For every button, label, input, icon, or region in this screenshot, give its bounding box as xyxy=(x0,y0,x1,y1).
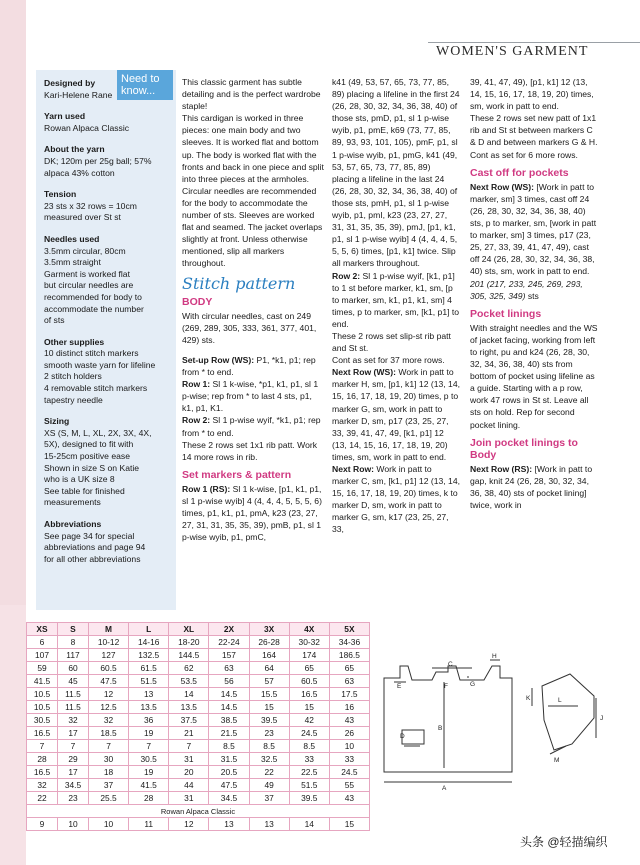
table-row xyxy=(27,688,370,701)
diagram-label: G xyxy=(470,681,476,688)
table-cell: 28 xyxy=(27,753,58,766)
sleeve-outline xyxy=(542,674,594,750)
diagram-label: B xyxy=(438,725,443,732)
table-cell: 20.5 xyxy=(209,766,249,779)
sidebar-block-tension xyxy=(44,189,168,224)
table-cell: 18 xyxy=(88,766,128,779)
sidebar-line: abbreviations and page 94 xyxy=(44,542,146,553)
column-header: 2X xyxy=(209,623,249,636)
sidebar-line: for all other abbreviations xyxy=(44,553,141,564)
table-cell: 13.5 xyxy=(169,701,209,714)
continue-text: Cont as set for 6 more rows. xyxy=(470,149,578,160)
table-cell: 26-28 xyxy=(249,636,289,649)
table-cell: 15.5 xyxy=(249,688,289,701)
table-cell: 117 xyxy=(57,649,88,662)
sidebar-line: Garment is worked flat xyxy=(44,268,130,279)
table-cell: 38.5 xyxy=(209,714,249,727)
table-cell: 44 xyxy=(169,779,209,792)
sidebar-heading: Tension xyxy=(44,189,77,200)
table-cell: 31 xyxy=(169,792,209,805)
dimension-line xyxy=(550,746,566,754)
row-text: [Work in patt to gap, knit 24 (26, 28, 30, 32, 34, 36, 38, 40) sts of pocket lining] twice, work in xyxy=(470,463,593,511)
table-row xyxy=(27,662,370,675)
diagram-label: F xyxy=(444,683,448,690)
table-cell: 164 xyxy=(249,649,289,662)
table-cell: 65 xyxy=(289,662,329,675)
section-heading-set-markers: Set markers & pattern xyxy=(182,468,292,481)
table-cell: 34.5 xyxy=(209,792,249,805)
sidebar-line: 23 sts x 32 rows = 10cm xyxy=(44,200,137,211)
table-cell: 33 xyxy=(289,753,329,766)
table-cell: 39.5 xyxy=(289,792,329,805)
table-row xyxy=(27,766,370,779)
text-column-1 xyxy=(182,76,324,543)
table-row xyxy=(27,675,370,688)
table-cell: 14 xyxy=(169,688,209,701)
diagram-label: E xyxy=(397,683,402,690)
rib-text: These 2 rows set 1x1 rib patt. Work 14 more rows in rib. xyxy=(182,439,318,462)
diagram-label: M xyxy=(554,757,560,764)
sidebar-block-about-yarn xyxy=(44,144,168,179)
table-cell: 32 xyxy=(88,714,128,727)
section-heading-body: BODY xyxy=(182,295,213,308)
table-cell: 24.5 xyxy=(289,727,329,740)
table-cell: 57 xyxy=(249,675,289,688)
table-cell: 49 xyxy=(249,779,289,792)
sidebar-line: See table for finished xyxy=(44,485,125,496)
table-cell: 29 xyxy=(57,753,88,766)
row-label: Next Row (RS): xyxy=(470,463,533,474)
table-cell: 20 xyxy=(169,766,209,779)
sidebar-line: measurements xyxy=(44,497,101,508)
table-cell: 9 xyxy=(27,818,58,831)
table-cell: 16.5 xyxy=(27,727,58,740)
table-cell: 16.5 xyxy=(27,766,58,779)
table-cell: 22 xyxy=(249,766,289,779)
intro-paragraph: This classic garment has subtle detailing and is the perfect wardrobe staple! xyxy=(182,77,321,112)
table-cell: 59 xyxy=(27,662,58,675)
table-cell: 65 xyxy=(329,662,369,675)
sidebar-line: who is a UK size 8 xyxy=(44,474,115,485)
sidebar-line: 15-25cm positive ease xyxy=(44,451,130,462)
table-cell: 22 xyxy=(27,792,58,805)
sidebar-heading: Abbreviations xyxy=(44,519,102,529)
table-cell: 60.5 xyxy=(289,675,329,688)
stitch-unit: sts xyxy=(525,290,539,301)
sidebar-line: 10 distinct stitch markers xyxy=(44,348,139,359)
sidebar-line: 3.5mm circular, 80cm xyxy=(44,245,126,256)
table-cell: 18-20 xyxy=(169,636,209,649)
sidebar-block-abbreviations xyxy=(44,519,168,565)
table-cell: 31.5 xyxy=(209,753,249,766)
table-cell: 22-24 xyxy=(209,636,249,649)
need-to-know-sidebar xyxy=(36,70,176,610)
column-header: 3X xyxy=(249,623,289,636)
table-row xyxy=(27,727,370,740)
join-row xyxy=(470,463,600,511)
table-cell: 34.5 xyxy=(57,779,88,792)
sidebar-line: DK; 120m per 25g ball; 57% xyxy=(44,155,152,166)
sidebar-heading: Designed by xyxy=(44,78,96,88)
diagram-label: K xyxy=(526,695,531,702)
sidebar-line: See page 34 for special xyxy=(44,530,135,541)
next-row-ws xyxy=(332,366,460,463)
row-text: Sl 1 k-wise, [p1, k1, p1, sl 1 p-wise wyib] 4 (4, 4, 4, 5, 5, 5, 6) times, p1, k1, p1, pmA, k23 (23, 27, 27, 31, 31, 35, 35, 39), pmB, p1, sl 1 p-wise wyib, p1, pmC, xyxy=(182,483,322,543)
row-2 xyxy=(182,414,324,438)
table-row xyxy=(27,753,370,766)
table-cell: 18.5 xyxy=(88,727,128,740)
table-cell: 15 xyxy=(329,818,369,831)
column-header: 5X xyxy=(329,623,369,636)
table-cell: 61.5 xyxy=(129,662,169,675)
page-margin-stripe-bottom xyxy=(0,605,26,865)
table-cell: 8.5 xyxy=(249,740,289,753)
row-label: Next Row: xyxy=(332,464,375,474)
sidebar-heading: Needles used xyxy=(44,233,100,244)
sidebar-line: 2 stitch holders xyxy=(44,371,102,382)
continued-row-text: 39, 41, 47, 49), [p1, k1] 12 (13, 14, 15, 16, 17, 18, 19, 20) times, sm, work in patt to end. xyxy=(470,77,594,112)
row-label: Row 1: xyxy=(182,379,211,390)
diagram-label: L xyxy=(558,697,562,704)
cast-off-row xyxy=(470,181,600,302)
header-rule xyxy=(428,42,640,43)
table-row xyxy=(27,649,370,662)
sidebar-heading: About the yarn xyxy=(44,144,105,155)
table-cell: 10 xyxy=(57,818,88,831)
need-to-know-badge: Need to know... xyxy=(117,70,173,100)
row-text: P1, *k1, p1; rep from * to end. xyxy=(182,354,316,378)
row-text: Work in patt to marker C, sm, [k1, p1] 12 (13, 14, 15, 16, 17, 18, 19, 20) times, k to marker D, sm, work in patt to marker G, sm, k17 (23, 25, 27, 33, xyxy=(332,464,460,535)
table-cell: 7 xyxy=(57,740,88,753)
table-cell: 132.5 xyxy=(129,649,169,662)
row-label: Next Row (WS): xyxy=(332,367,396,378)
table-cell: 23 xyxy=(249,727,289,740)
row-text: [Work in patt to marker, sm] 3 times, cast off 24 (26, 28, 30, 32, 34, 36, 38, 40) sts, p to marker, sm, [work in patt to marker, sm] 3 times, p17 (23, 25, 27, 33, 39, 41, 47, 49), cast off 24 (26, 28, 30, 32, 34, 36, 38, 40) sts, sm, work in patt to end. xyxy=(470,181,597,277)
table-cell: 26 xyxy=(329,727,369,740)
table-cell: 10.5 xyxy=(27,688,58,701)
column-header: XL xyxy=(169,623,209,636)
table-cell: 21 xyxy=(169,727,209,740)
construction-paragraph: This cardigan is worked in three pieces: one main body and two sleeves. It is worked flat and bottom up. The body is worked flat with the fronts and back in one piece and split into three pieces at the armholes. Circular needles are recommended for the body to accommodate the number of sts. Sleeves are worked flat and seamed. The jacket overlaps slightly at front. Unless otherwise mentioned, slip all markers throughout. xyxy=(182,113,324,269)
table-cell: 13.5 xyxy=(129,701,169,714)
table-cell: 51.5 xyxy=(289,779,329,792)
table-cell: 37 xyxy=(249,792,289,805)
table-row xyxy=(27,714,370,727)
table-cell: 7 xyxy=(27,740,58,753)
row-1 xyxy=(182,378,324,414)
sidebar-line: alpaca 43% cotton xyxy=(44,167,115,178)
sidebar-line: XS (S, M, L, XL, 2X, 3X, 4X, xyxy=(44,427,152,438)
sidebar-block-supplies xyxy=(44,337,168,407)
table-cell: 31 xyxy=(169,753,209,766)
table-cell: 42 xyxy=(289,714,329,727)
sidebar-heading: Other supplies xyxy=(44,336,105,347)
table-cell: 10 xyxy=(329,740,369,753)
table-cell: 39.5 xyxy=(249,714,289,727)
table-cell: 15 xyxy=(289,701,329,714)
table-cell: 15 xyxy=(249,701,289,714)
body-cast-on-text: With circular needles, cast on 249 (269, 289, 305, 333, 361, 377, 401, 429) sts. xyxy=(182,310,317,345)
table-cell: 186.5 xyxy=(329,649,369,662)
stitch-pattern-title: Stitch pattern xyxy=(182,273,296,293)
table-cell: 33 xyxy=(329,753,369,766)
table-cell: 51.5 xyxy=(129,675,169,688)
table-row xyxy=(27,792,370,805)
sidebar-line: measured over St st xyxy=(44,212,121,223)
diagram-label: A xyxy=(442,785,447,792)
table-cell: 28 xyxy=(129,792,169,805)
table-cell: 11.5 xyxy=(57,701,88,714)
table-cell: 10.5 xyxy=(27,701,58,714)
table-cell: 22.5 xyxy=(289,766,329,779)
table-cell: 12 xyxy=(88,688,128,701)
section-heading-join-linings: Join pocket linings to Body xyxy=(470,436,578,461)
table-cell: 16.5 xyxy=(289,688,329,701)
text-column-3 xyxy=(470,76,600,511)
table-cell: 37 xyxy=(88,779,128,792)
table-cell: 47.5 xyxy=(209,779,249,792)
table-cell: 25.5 xyxy=(88,792,128,805)
row-1-rs xyxy=(182,483,324,543)
diagram-label: J xyxy=(600,715,604,722)
table-cell: 13 xyxy=(249,818,289,831)
table-row xyxy=(27,740,370,753)
sidebar-line: of sts xyxy=(44,315,65,326)
table-cell: 8 xyxy=(57,636,88,649)
table-cell: 32 xyxy=(57,714,88,727)
sidebar-line: Rowan Alpaca Classic xyxy=(44,122,130,133)
row-label: Row 2: xyxy=(182,415,211,426)
table-cell: 43 xyxy=(329,792,369,805)
row-label: Next Row (WS): xyxy=(470,181,534,192)
sidebar-line: accommodate the number xyxy=(44,303,144,314)
diagram-label: D xyxy=(400,733,405,740)
table-cell: 37.5 xyxy=(169,714,209,727)
table-cell: 12.5 xyxy=(88,701,128,714)
column-header: 4X xyxy=(289,623,329,636)
column-header: XS xyxy=(27,623,58,636)
page-margin-stripe xyxy=(0,0,26,865)
sidebar-line: smooth waste yarn for lifeline xyxy=(44,359,156,370)
table-cell: 43 xyxy=(329,714,369,727)
garment-schematic-diagram xyxy=(372,622,610,820)
table-cell: 17 xyxy=(57,766,88,779)
table-cell: 55 xyxy=(329,779,369,792)
pattern-note: These 2 rows set new patt of 1x1 rib and St st between markers C & D and between markers G & H. xyxy=(470,113,598,148)
sidebar-line: Shown in size S on Katie xyxy=(44,462,140,473)
footer-watermark: 头条 @轻描编织 xyxy=(520,835,608,849)
table-cell: 64 xyxy=(249,662,289,675)
table-cell: 53.5 xyxy=(169,675,209,688)
column-header: M xyxy=(88,623,128,636)
diagram-label: C xyxy=(448,661,453,668)
table-cell: 144.5 xyxy=(169,649,209,662)
page-header-title: WOMEN'S GARMENT xyxy=(436,44,589,59)
table-cell: 11 xyxy=(129,818,169,831)
table-cell: 13 xyxy=(209,818,249,831)
table-cell: 17 xyxy=(57,727,88,740)
sidebar-line: 4 removable stitch markers xyxy=(44,383,148,394)
sidebar-line: tapestry needle xyxy=(44,394,103,405)
text-column-2 xyxy=(332,76,460,536)
table-cell: 47.5 xyxy=(88,675,128,688)
table-cell: 8.5 xyxy=(289,740,329,753)
table-cell: 32 xyxy=(27,779,58,792)
table-cell: 17.5 xyxy=(329,688,369,701)
table-cell: 45 xyxy=(57,675,88,688)
table-cell: 30.5 xyxy=(129,753,169,766)
table-cell: 14 xyxy=(289,818,329,831)
table-cell: 12 xyxy=(169,818,209,831)
size-measurements-table xyxy=(26,622,370,831)
row-text: Sl 1 p-wise wyif, [k1, p1] to 1 st before marker, k1, sm, [p to marker, sm, k1, p1, k1, sm] 4 times, p to marker, sm, [k1, p1] to end. xyxy=(332,270,460,329)
sidebar-heading: Yarn used xyxy=(44,111,86,122)
table-row xyxy=(27,779,370,792)
next-row xyxy=(332,463,460,536)
row-label: Row 2: xyxy=(332,270,361,281)
sidebar-line: recommended for body to xyxy=(44,291,142,302)
table-cell: 8.5 xyxy=(209,740,249,753)
section-heading-cast-off: Cast off for pockets xyxy=(470,166,569,179)
table-cell: 19 xyxy=(129,727,169,740)
table-cell: 30-32 xyxy=(289,636,329,649)
continued-row-text: k41 (49, 53, 57, 65, 73, 77, 85, 89) placing a lifeline in the first 24 (26, 28, 30, 32, 34, 36, 38, 40) of those sts, pmD, p1, sl 1 p-wise wyib, p1, pmE, k69 (73, 77, 85, 89, 93, 93, 101, 105), pmF, p1, sl 1 p-wise wyib, p1, pmG, k41 (49, 53, 57, 65, 73, 77, 85, 89) placing a lifeline in the last 24 (26, 28, 30, 32, 34, 36, 38, 40) of those sts, pmH, p1, sl 1 p-wise wyib, p1, pmI, k23 (23, 27, 27, 31, 31, 35, 35, 39), pmJ, [p1, k1, p1, sl 1 p-wise wyib] 4 (4, 4, 4, 5, 5, 5, 6) times, [p1, k1] twice. Slip all markers throughout. xyxy=(332,77,460,269)
sidebar-line: 5X), designed to fit with xyxy=(44,439,134,450)
table-cell: 63 xyxy=(329,675,369,688)
sidebar-block-yarn-used xyxy=(44,111,168,134)
table-cell: 14.5 xyxy=(209,701,249,714)
table-cell: 6 xyxy=(27,636,58,649)
table-cell: 16 xyxy=(329,701,369,714)
sidebar-heading: Sizing xyxy=(44,416,70,427)
sidebar-line: Kari-Helene Rane xyxy=(44,89,113,100)
table-cell: 14.5 xyxy=(209,688,249,701)
column-header: S xyxy=(57,623,88,636)
section-heading-pocket-linings: Pocket linings xyxy=(470,307,542,320)
table-cell: 10-12 xyxy=(88,636,128,649)
table-cell: 60.5 xyxy=(88,662,128,675)
yarn-quantity-row xyxy=(27,818,370,831)
table-cell: 14-16 xyxy=(129,636,169,649)
table-cell: 21.5 xyxy=(209,727,249,740)
table-row xyxy=(27,636,370,649)
sidebar-block-needles xyxy=(44,234,168,327)
row-label: Set-up Row (WS): xyxy=(182,354,255,365)
table-cell: 36 xyxy=(129,714,169,727)
table-cell: 41.5 xyxy=(129,779,169,792)
row-text: Sl 1 p-wise wyif, *k1, p1; rep from * to end. xyxy=(182,415,321,438)
column-header: L xyxy=(129,623,169,636)
yarn-label-cell: Rowan Alpaca Classic xyxy=(27,805,370,818)
table-cell: 24.5 xyxy=(329,766,369,779)
table-cell: 7 xyxy=(129,740,169,753)
row-text: Work in patt to marker H, sm, [p1, k1] 12 (13, 14, 15, 16, 17, 18, 19, 20) times, p to marker G, sm, work in patt to marker D, sm, p17 (23, 25, 27, 33, 39, 41, 47, 49, [k1, p1] 12 (13, 14, 15, 16, 17, 18, 19, 20) times, sm, work in patt to end. xyxy=(332,367,460,462)
table-cell: 11.5 xyxy=(57,688,88,701)
sidebar-line: but circular needles are xyxy=(44,280,134,291)
continue-text: Cont as set for 37 more rows. xyxy=(332,355,445,366)
stitch-total: 201 (217, 233, 245, 269, 293, 305, 325, 349) xyxy=(470,278,583,301)
table-cell: 32.5 xyxy=(249,753,289,766)
pocket-linings-text: With straight needles and the WS of jacket facing, working from left to right, pu and k24 (26, 28, 30, 32, 34, 36, 38, 40) sts from bottom of pocket using lifeline as a guide. Starting with a p row, work 47 rows in St st. Leave all sts on hold. Rep for second pocket lining. xyxy=(470,322,598,430)
table-cell: 23 xyxy=(57,792,88,805)
table-cell: 60 xyxy=(57,662,88,675)
table-cell: 62 xyxy=(169,662,209,675)
table-cell: 7 xyxy=(88,740,128,753)
row-2-setup xyxy=(332,270,460,330)
table-cell: 56 xyxy=(209,675,249,688)
table-header-row xyxy=(27,623,370,636)
row-text: Sl 1 k-wise, *p1, k1, p1, sl 1 p-wise; rep from * to last 4 sts, p1, k1, p1, K1. xyxy=(182,379,319,414)
table-cell: 157 xyxy=(209,649,249,662)
sidebar-block-sizing xyxy=(44,416,168,509)
table-cell: 107 xyxy=(27,649,58,662)
row-label: Row 1 (RS): xyxy=(182,483,231,494)
yarn-label-row xyxy=(27,805,370,818)
sidebar-line: 3.5mm straight xyxy=(44,257,101,268)
table-cell: 127 xyxy=(88,649,128,662)
pocket-outline xyxy=(402,730,424,744)
diagram-label: H xyxy=(492,653,497,660)
table-cell: 7 xyxy=(169,740,209,753)
table-cell: 41.5 xyxy=(27,675,58,688)
table-cell: 19 xyxy=(129,766,169,779)
table-cell: 63 xyxy=(209,662,249,675)
table-row xyxy=(27,701,370,714)
table-cell: 10 xyxy=(88,818,128,831)
setup-row xyxy=(182,354,324,378)
table-cell: 34-36 xyxy=(329,636,369,649)
table-cell: 174 xyxy=(289,649,329,662)
table-cell: 30.5 xyxy=(27,714,58,727)
table-cell: 13 xyxy=(129,688,169,701)
set-text: These 2 rows set slip-st rib patt and St st. xyxy=(332,330,451,354)
table-cell: 30 xyxy=(88,753,128,766)
